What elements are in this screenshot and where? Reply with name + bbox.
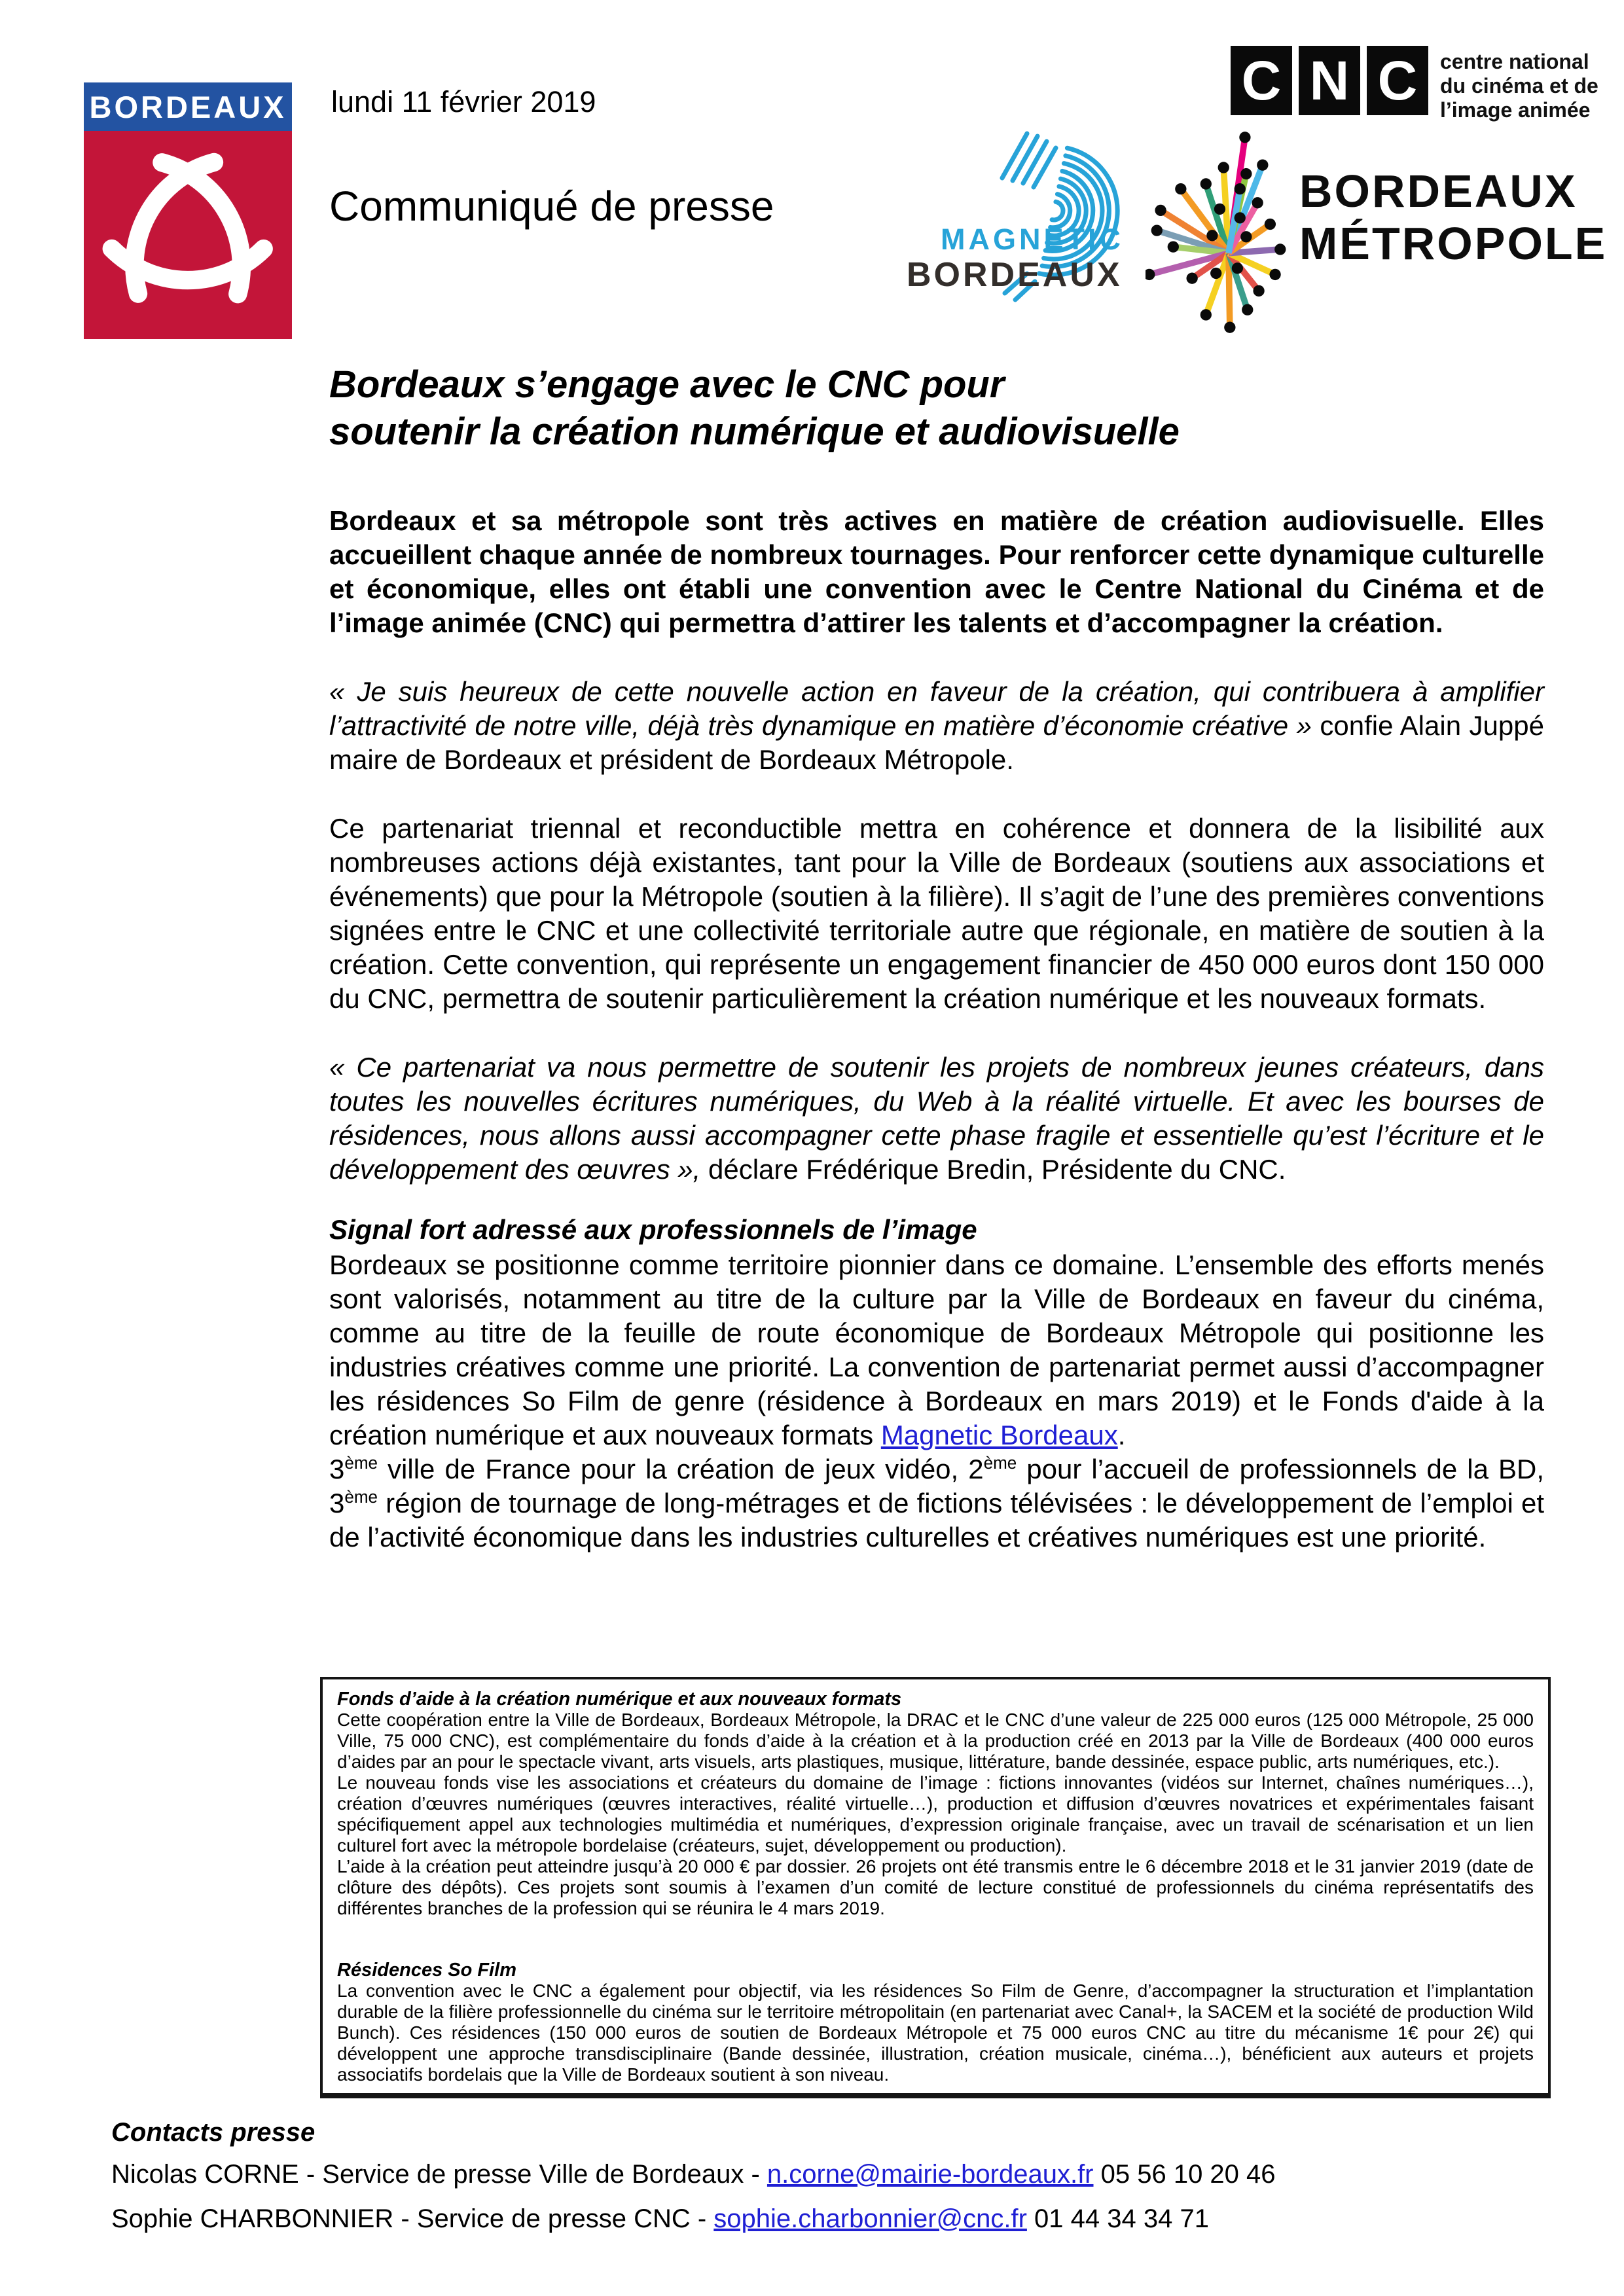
positioning-paragraph bbox=[329, 1248, 1544, 1452]
infobox-cooperation-paragraph: Cette coopération entre la Ville de Bordeaux, Bordeaux Métropole, la DRAC et le CNC d’une valeur de 225 000 euros (125 000 Métropole, 25 000 Ville, 75 000 CNC), est complémentaire du fonds d’aide à la création et à la production créé en 2013 par la Ville de Bordeaux (400 000 euros d’aides par an pour le spectacle vivant, arts visuels, arts plastiques, musique, littérature, bande dessinée, espace public, arts numériques, etc.). bbox=[337, 1710, 1534, 1772]
metropole-logo-text bbox=[1299, 165, 1607, 270]
contact-line-nicolas bbox=[111, 2157, 1486, 2192]
email-link-nicolas[interactable]: n.corne@mairie-bordeaux.fr bbox=[767, 2160, 1094, 2189]
rankings-paragraph bbox=[329, 1452, 1544, 1554]
rank-text-1: ville de France pour la création de jeux vidéo, 2 bbox=[378, 1454, 984, 1484]
contact-line-sophie bbox=[111, 2202, 1486, 2236]
press-contacts bbox=[111, 2118, 1486, 2236]
email-link-sophie[interactable]: sophie.charbonnier@cnc.fr bbox=[713, 2204, 1027, 2233]
infobox-heading-fonds: Fonds d’aide à la création numérique et aux nouveaux formats bbox=[337, 1689, 902, 1710]
bordeaux-city-logo bbox=[84, 82, 292, 339]
rank-3b-sup: ème bbox=[344, 1487, 378, 1507]
title-line1: Bordeaux s’engage avec le CNC pour bbox=[329, 363, 1005, 406]
quote-juppe-text: « Je suis heureux de cette nouvelle action en faveur de la création, qui contribuera à amplifier l’attractivité de notre ville, déjà très dynamique en matière d’économie créative » bbox=[329, 676, 1544, 741]
cnc-caption-line3: l’image animée bbox=[1440, 98, 1591, 122]
cnc-caption-line2: du cinéma et de bbox=[1440, 74, 1598, 98]
infobox-new-fund-paragraph: Le nouveau fonds vise les associations et créateurs du domaine de l’image : fictions innovantes (vidéos sur Internet, chaînes numériques…), création d’œuvres numériques (œuvres interactives, réalité virtuelle…), production et diffusion d’œuvres novatrices et expérimentales faisant spécifiquement appel aux technologies multimédia et numériques, d’expression originale française, avec un travail de scénarisation et un lien culturel fort avec la métropole bordelaise (créateurs, sujet, développement ou production). bbox=[337, 1772, 1534, 1856]
rank-3: 3 bbox=[329, 1454, 345, 1484]
magnetic-logo-word-bordeaux: BORDEAUX bbox=[907, 256, 1123, 294]
rank-3-sup: ème bbox=[344, 1453, 378, 1473]
quote-bredin-text: « Ce partenariat va nous permettre de soutenir les projets de nombreux jeunes créateurs, dans toutes les nouvelles écritures numériques, du Web à la réalité virtuelle. Et avec les bourses de résidences, nous allons aussi accompagner cette phase fragile et essentielle qu’est l’écriture et le développement des œuvres », bbox=[329, 1052, 1544, 1185]
rank-2-sup: ème bbox=[983, 1453, 1017, 1473]
metropole-word-metropole: MÉTROPOLE bbox=[1299, 218, 1608, 269]
cnc-logo-caption bbox=[1440, 46, 1598, 122]
cnc-caption-line1: centre national bbox=[1440, 50, 1589, 73]
cnc-letter-c1: C bbox=[1231, 46, 1292, 115]
quote-juppe bbox=[329, 675, 1544, 777]
contact-nicolas-text: Nicolas CORNE - Service de presse Ville de Bordeaux - bbox=[111, 2160, 767, 2189]
contact-nicolas-phone: 05 56 10 20 46 bbox=[1093, 2160, 1276, 2189]
release-date: lundi 11 février 2019 bbox=[331, 85, 596, 118]
funds-info-box bbox=[320, 1677, 1551, 2098]
document-type-heading: Communiqué de presse bbox=[329, 183, 774, 230]
title-line2: soutenir la création numérique et audiovisuelle bbox=[329, 410, 1180, 453]
infobox-residences-paragraph: La convention avec le CNC a également pour objectif, via les résidences So Film de Genre, d’accompagner la structuration et l’implantation durable de la filière professionnelle du cinéma sur le territoire métropolitain (en partenariat avec Canal+, la SACEM et la société de production Wild Bunch). Ces résidences (150 000 euros de soutien de Bordeaux Métropole et 75 000 euros CNC au titre du mécanisme 1€ pour 2€) qui développent une approche transdisciplinaire (Bande dessinée, illustration, création musicale, cinéma…), bénéficient aux auteurs et projets associatifs bordelais que la Ville de Bordeaux soutient à son niveau. bbox=[337, 1981, 1534, 2085]
body-content bbox=[329, 504, 1544, 1554]
metropole-word-bordeaux: BORDEAUX bbox=[1299, 166, 1578, 217]
bordeaux-logo-text: BORDEAUX bbox=[89, 89, 287, 124]
cnc-letter-n: N bbox=[1299, 46, 1360, 115]
magnetic-bordeaux-link[interactable]: Magnetic Bordeaux bbox=[880, 1420, 1118, 1450]
section-heading-signal: Signal fort adressé aux professionnels de l’image bbox=[329, 1214, 977, 1245]
metropole-starburst-icon bbox=[1146, 128, 1309, 336]
page-title bbox=[329, 361, 1573, 456]
magnetic-logo-word-magnetic: MAGNETIC bbox=[941, 223, 1124, 256]
quote-bredin bbox=[329, 1050, 1544, 1187]
quote-juppe-attribution: confie Alain Juppé maire de Bordeaux et président de Bordeaux Métropole. bbox=[329, 710, 1544, 775]
cnc-logo-squares bbox=[1231, 46, 1428, 115]
contacts-heading: Contacts presse bbox=[111, 2118, 316, 2147]
cnc-letter-c2: C bbox=[1367, 46, 1428, 115]
lead-paragraph: Bordeaux et sa métropole sont très actives en matière de création audiovisuelle. Elles accueillent chaque année de nombreux tournages. Pour renforcer cette dynamique culturelle et économique, elles ont établi une convention avec le Centre National du Cinéma et de l’image animée (CNC) qui permettra d’attirer les talents et d’accompagner la création. bbox=[329, 505, 1544, 638]
quote-bredin-attribution: déclare Frédérique Bredin, Présidente du CNC. bbox=[700, 1154, 1286, 1185]
cnc-logo bbox=[1231, 46, 1598, 122]
infobox-heading-residences: Résidences So Film bbox=[337, 1960, 516, 1981]
bordeaux-logo-banner bbox=[84, 82, 292, 131]
infobox-aid-paragraph: L’aide à la création peut atteindre jusqu’à 20 000 € par dossier. 26 projets ont été transmis entre le 6 décembre 2018 et le 31 janvier 2019 (date de clôture des dépôts). Ces projets sont soumis à l’examen d’un comité de lecture constitué de professionnels du cinéma représentatifs des différentes branches de la profession qui se réunira le 4 mars 2019. bbox=[337, 1856, 1534, 1918]
contact-sophie-phone: 01 44 34 34 71 bbox=[1026, 2204, 1209, 2233]
trefoil-crescent-icon bbox=[99, 147, 276, 323]
rank-text-2: pour l’accueil de professionnels de la BD, 3 bbox=[329, 1454, 1545, 1518]
magnetic-bordeaux-logo bbox=[907, 126, 1129, 304]
contact-sophie-text: Sophie CHARBONNIER - Service de presse CNC - bbox=[111, 2204, 714, 2233]
positioning-text-end: . bbox=[1117, 1420, 1126, 1450]
partnership-paragraph: Ce partenariat triennal et reconductible mettra en cohérence et donnera de la lisibilité aux nombreuses actions déjà existantes, tant pour la Ville de Bordeaux (soutiens aux associations et événements) que pour la Métropole (soutien à la filière). Il s’agit de l’une des premières conventions signées entre le CNC et une collectivité territoriale autre que régionale, en matière de soutien à la création. Cette convention, qui représente un engagement financier de 450 000 euros dont 150 000 du CNC, permettra de soutenir particulièrement la création numérique et les nouveaux formats. bbox=[329, 813, 1544, 1014]
positioning-text: Bordeaux se positionne comme territoire pionnier dans ce domaine. L’ensemble des efforts menés sont valorisés, notamment au titre de la culture par la Ville de Bordeaux en faveur du cinéma, comme au titre de la feuille de route économique de Bordeaux Métropole qui positionne les industries créatives comme une priorité. La convention de partenariat permet aussi d’accompagner les résidences So Film de genre (résidence à Bordeaux en mars 2019) et le Fonds d'aide à la création numérique et aux nouveaux formats bbox=[329, 1249, 1544, 1450]
bordeaux-logo-emblem bbox=[84, 131, 292, 339]
rank-text-3: région de tournage de long-métrages et de fictions télévisées : le développement de l’emploi et de l’activité économique dans les industries culturelles et créatives numériques est une priorité. bbox=[329, 1488, 1544, 1552]
